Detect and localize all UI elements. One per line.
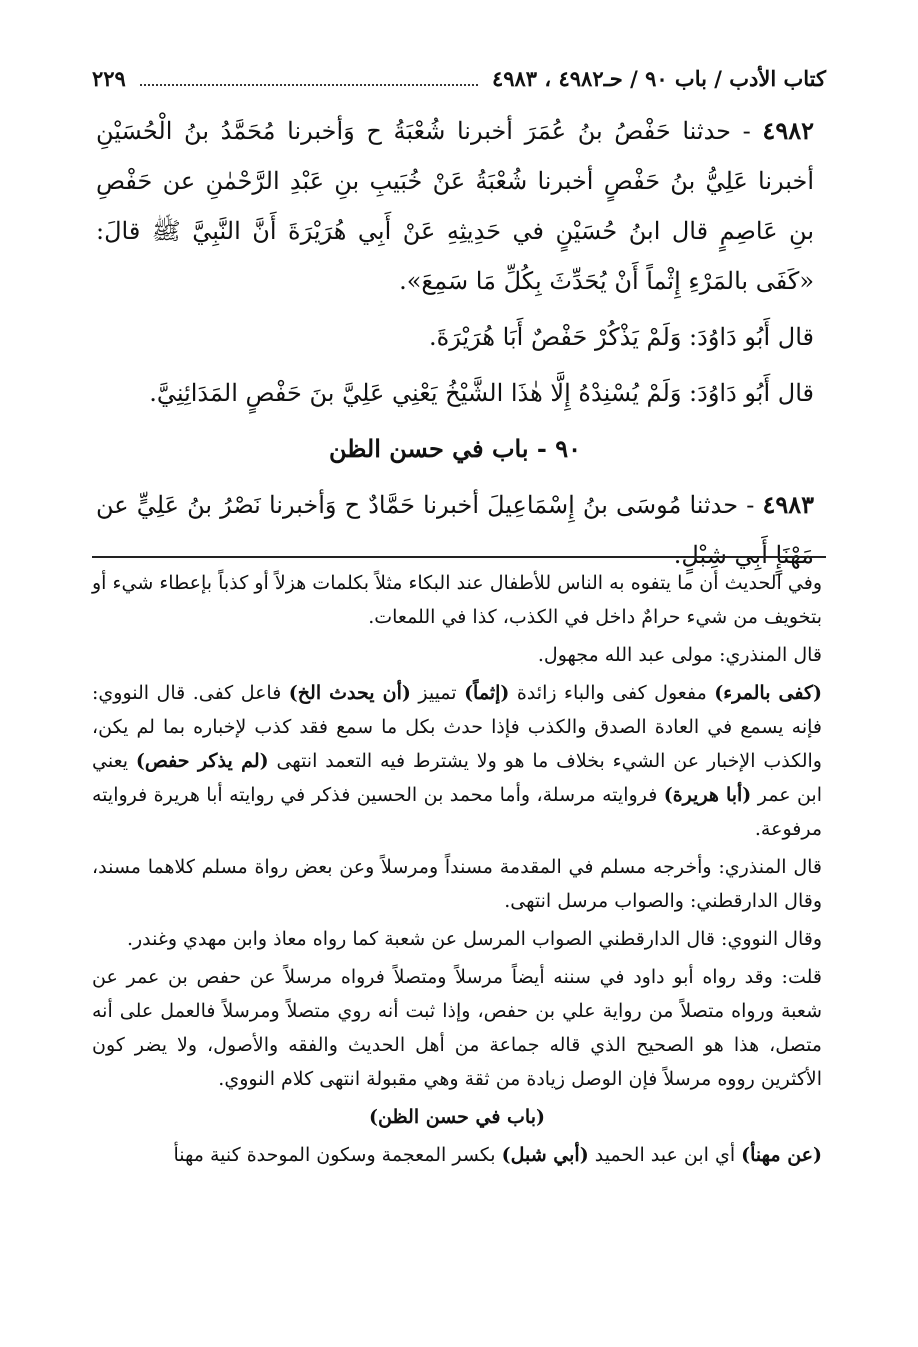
- chapter-heading: ٩٠ - باب في حسن الظن: [328, 434, 582, 463]
- note-paragraph: قال المنذري: وأخرجه مسلم في المقدمة مسنداً ومرسلاً وعن بعض رواة مسلم كلاهما مسند، وقال الدارقطني: والصواب مرسل انتهى.: [92, 856, 822, 912]
- note-keyword: (لم يذكر حفص): [135, 750, 269, 772]
- note-text: يعني ابن عمر: [92, 750, 822, 806]
- note-text: فاعل كفى. قال النووي: فإنه يسمع في العادة الصدق والكذب فإذا حدث بكل ما سمع فقد كذب لإخباره بما لم يكن، والكذب الإخبار عن الشيء بخلاف ما هو ولا يشترط فيه التعمد انتهى: [92, 682, 822, 772]
- footnote-divider: [92, 556, 826, 558]
- note-text: بكسر المعجمة وسكون الموحدة كنية مهنأ: [173, 1144, 502, 1166]
- note-paragraph: [92, 676, 822, 846]
- note-text: تمييز: [410, 682, 465, 704]
- note-chapter-title: (باب في حسن الظن): [369, 1106, 545, 1128]
- header-title: كتاب الأدب / باب ٩٠ / حـ٤٩٨٢ ، ٤٩٨٣: [491, 65, 826, 91]
- note-keyword: (أبا هريرة): [663, 784, 752, 806]
- commentary-notes: [92, 566, 822, 1176]
- note-paragraph: [92, 1138, 822, 1172]
- hadith-number: ٤٩٨٣: [762, 490, 814, 519]
- note-keyword: (كفى بالمرء): [714, 682, 823, 704]
- note-paragraph: قال المنذري: مولى عبد الله مجهول.: [537, 644, 822, 666]
- hadith-text: - حدثنا حَفْصُ بنُ عُمَرَ أخبرنا شُعْبَةُ ح وَأخبرنا مُحَمَّدُ بنُ الْحُسَيْنِ أخبرنا عَلِيُّ بنُ حَفْصٍ أخبرنا شُعْبَةُ عَنْ خُبَيبِ بنِ عَبْدِ الرَّحْمٰنِ عن حَفْصِ بنِ عَاصِمٍ قال ابنُ حُسَيْنٍ في حَدِيثِهِ عَنْ أَبِي هُرَيْرَةَ أَنَّ النَّبِيَّ ﷺ قالَ: «كَفَى بالمَرْءِ إِثْماً أَنْ يُحَدِّثَ بِكُلِّ مَا سَمِعَ».: [96, 117, 814, 295]
- hadith-number: ٤٩٨٢: [762, 116, 814, 145]
- note-paragraph: وفي الحديث أن ما يتفوه به الناس للأطفال عند البكاء مثلاً بكلمات هزلاً أو كذباً بإعطاء شيء أو بتخويف من شيء حرامٌ داخل في الكذب، كذا في اللمعات.: [92, 572, 822, 628]
- page-number: ٢٢٩: [92, 65, 126, 91]
- note-text: فروايته مرسلة، وأما محمد بن الحسين فذكر في روايته أبا هريرة فروايته مرفوعة.: [92, 784, 822, 840]
- header-dotted-leader: [140, 82, 478, 86]
- hadith-4983: [96, 480, 814, 580]
- note-text: مفعول كفى والباء زائدة: [509, 682, 715, 704]
- note-keyword: (إثماً): [464, 682, 510, 704]
- abu-dawud-remark-1: قال أَبُو دَاوُدَ: وَلَمْ يَذْكُرْ حَفْصٌ أَبَا هُرَيْرَةَ.: [429, 323, 814, 351]
- note-paragraph: قلت: وقد رواه أبو داود في سننه أيضاً مرسلاً ومتصلاً فرواه مرسلاً عن حفص بن عمر عن شعبة ورواه متصلاً من رواية علي بن حفص، وإذا ثبت أنه روي متصلاً ومرسلاً فالعمل على أنه متصل، هذا هو الصحيح الذي قاله جماعة من أهل الحديث والفقه والأصول، ولا يضر كون الأكثرين رووه مرسلاً فإن الوصل زيادة من ثقة وهي مقبولة انتهى كلام النووي.: [92, 966, 822, 1090]
- note-text: أي ابن عبد الحميد: [588, 1144, 742, 1166]
- running-header: [92, 58, 826, 98]
- note-paragraph: وقال النووي: قال الدارقطني الصواب المرسل عن شعبة كما رواه معاذ وابن مهدي وغندر.: [126, 928, 822, 950]
- hadith-4982: [96, 106, 814, 306]
- note-keyword: (أبي شبل): [501, 1144, 589, 1166]
- note-keyword: (عن مهنأ): [741, 1144, 822, 1166]
- abu-dawud-remark-2: قال أَبُو دَاوُدَ: وَلَمْ يُسْنِدْهُ إِلَّا هٰذَا الشَّيْخُ يَعْنِي عَلِيَّ بنَ حَفْصٍ المَدَائِنِيَّ.: [149, 379, 814, 407]
- hadith-text: - حدثنا مُوسَى بنُ إِسْمَاعِيلَ أخبرنا حَمَّادٌ ح وَأخبرنا نَصْرُ بنُ عَلِيٍّ عن مَهْنَإٍ أَبِي شِبْلٍ.: [96, 491, 814, 569]
- note-keyword: (أن يحدث الخ): [288, 682, 411, 704]
- main-text: [96, 106, 814, 586]
